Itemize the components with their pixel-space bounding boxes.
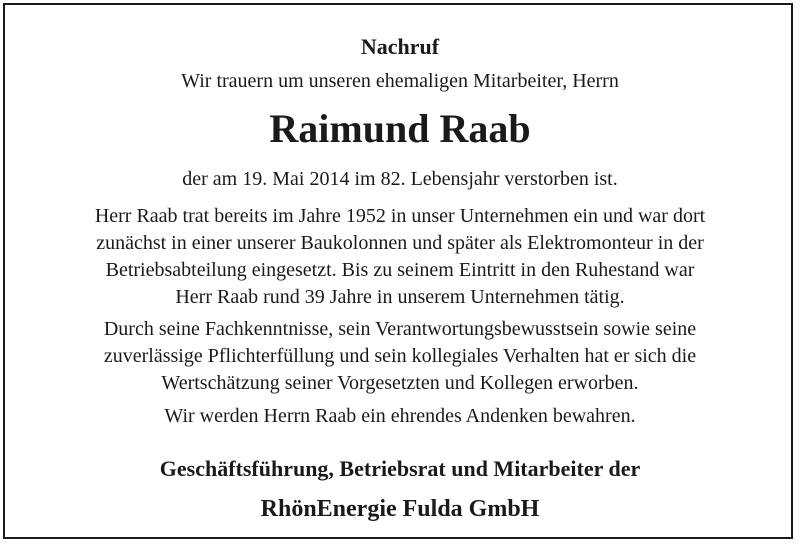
- paragraph-line: Wir werden Herrn Raab ein ehrendes Andenken bewahren.: [164, 405, 636, 427]
- paragraph-line: zunächst in einer unserer Baukolonnen und später als Elektromonteur in der: [96, 232, 704, 254]
- death-line: der am 19. Mai 2014 im 82. Lebensjahr verstorben ist.: [182, 168, 618, 190]
- paragraph-line: zuverlässige Pflichterfüllung und sein kollegiales Verhalten hat er sich die: [103, 345, 697, 367]
- appreciation-paragraph: [5, 316, 795, 397]
- obituary-frame: [3, 3, 793, 539]
- deceased-name: Raimund Raab: [269, 106, 531, 151]
- paragraph-line: Durch seine Fachkenntnisse, sein Verantwortungsbewusstsein sowie seine: [103, 318, 697, 340]
- paragraph-line: Wertschätzung seiner Vorgesetzten und Kollegen erworben.: [161, 372, 639, 394]
- signature-line-1: Geschäftsführung, Betriebsrat und Mitarbeiter der: [159, 456, 641, 481]
- paragraph-line: Herr Raab rund 39 Jahre in unserem Unternehmen tätig.: [175, 286, 625, 308]
- company-name: RhönEnergie Fulda GmbH: [260, 496, 540, 522]
- intro-line: Wir trauern um unseren ehemaligen Mitarbeiter, Herrn: [181, 70, 619, 92]
- paragraph-line: Herr Raab trat bereits im Jahre 1952 in unser Unternehmen ein und war dort: [94, 205, 706, 227]
- paragraph-line: Betriebsabteilung eingesetzt. Bis zu seinem Eintritt in den Ruhestand war: [105, 259, 695, 281]
- remembrance-paragraph: [5, 403, 795, 430]
- career-paragraph: [5, 203, 795, 311]
- obituary-heading: Nachruf: [360, 34, 440, 59]
